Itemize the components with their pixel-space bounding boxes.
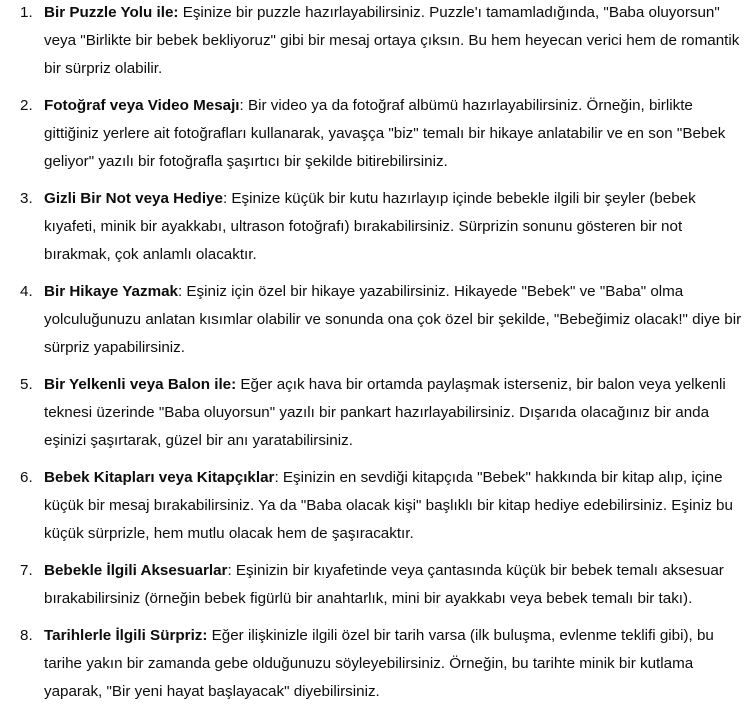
item-number: 6. (20, 469, 33, 486)
list-item (0, 464, 754, 548)
item-number: 5. (20, 376, 33, 393)
item-number: 8. (20, 627, 33, 644)
item-title: Tarihlerle İlgili Sürpriz: (44, 627, 208, 644)
item-title: Gizli Bir Not veya Hediye (44, 190, 223, 207)
item-title: Bir Hikaye Yazmak (44, 283, 178, 300)
item-number: 4. (20, 283, 33, 300)
item-colon: : (227, 562, 232, 579)
item-text: Eşinizin bir kıyafetinde veya çantasında küçük bir bebek temalı aksesuar bırakabilirsiniz (örneğin bebek figürlü bir anahtarlık, mini bir ayakkabı veya bebek temalı bir takı). (44, 562, 724, 607)
list-item (0, 92, 754, 176)
list-item (0, 557, 754, 613)
list-item (0, 185, 754, 269)
list-item (0, 0, 754, 83)
item-number: 1. (20, 4, 33, 21)
item-title: Bebekle İlgili Aksesuarlar (44, 562, 228, 579)
item-number: 7. (20, 562, 33, 579)
list-item (0, 371, 754, 455)
item-text: Eşinize bir puzzle hazırlayabilirsiniz. Puzzle'ı tamamladığında, "Baba oluyorsun" veya "Birlikte bir bebek bekliyoruz" gibi bir mesaj ortaya çıksın. Bu hem heyecan verici hem de romantik bir sürpriz olabilir. (44, 4, 740, 77)
item-title: Fotoğraf veya Video Mesajı (44, 97, 240, 114)
item-text: Eğer ilişkinizle ilgili özel bir tarih varsa (ilk buluşma, evlenme teklifi gibi), bu tarihe yakın bir zamanda gebe olduğunuzu söyleyebilirsiniz. Örneğin, bu tarihte minik bir kutlama yaparak, "Bir yeni hayat başlayacak" diyebilirsiniz. (44, 627, 714, 700)
item-number: 2. (20, 97, 33, 114)
item-title: Bir Yelkenli veya Balon ile: (44, 376, 237, 393)
item-title: Bir Puzzle Yolu ile: (44, 4, 179, 21)
item-colon: : (177, 283, 183, 300)
list-item (0, 278, 754, 362)
item-colon: : (274, 469, 279, 486)
item-colon: : (239, 97, 244, 114)
item-text: Eşiniz için özel bir hikaye yazabilirsiniz. Hikayede "Bebek" ve "Baba" olma yolculuğunuzu anlatan kısımlar olabilir ve sonunda ona çok özel bir şekilde, "Bebeğimiz olacak!" diye bir sürpriz yapabilirsiniz. (44, 283, 742, 356)
item-text: Bir video ya da fotoğraf albümü hazırlayabilirsiniz. Örneğin, birlikte gittiğiniz yerlere ait fotoğrafları kullanarak, yavaşça "biz" temalı bir hikaye anlatabilir ve en son "Bebek geliyor" yazılı bir fotoğrafla şaşırtıcı bir şekilde bitirebilirsiniz. (44, 97, 726, 170)
item-title: Bebek Kitapları veya Kitapçıklar (44, 469, 275, 486)
list-item (0, 622, 754, 706)
item-text: Eşinizin en sevdiği kitapçıda "Bebek" hakkında bir kitap alıp, içine küçük bir mesaj bırakabilirsiniz. Ya da "Baba olacak kişi" başlıklı bir kitap hediye edebilirsiniz. Eşiniz bu küçük sürprizle, hem mutlu olacak hem de şaşıracaktır. (44, 469, 733, 542)
item-number: 3. (20, 190, 33, 207)
item-text: Eşinize küçük bir kutu hazırlayıp içinde bebekle ilgili bir şeyler (bebek kıyafeti, minik bir ayakkabı, ultrason fotoğrafı) bırakabilirsiniz. Sürprizin sonunu gösteren bir not bırakmak, çok anlamlı olacaktır. (44, 190, 696, 263)
item-colon: : (222, 190, 228, 207)
item-text: Eğer açık hava bir ortamda paylaşmak isterseniz, bir balon veya yelkenli teknesi üzerinde "Baba oluyorsun" yazılı bir pankart hazırlayabilirsiniz. Dışarıda olacağınız bir anda eşinizi şaşırtarak, güzel bir anı yaratabilirsiniz. (44, 376, 726, 449)
